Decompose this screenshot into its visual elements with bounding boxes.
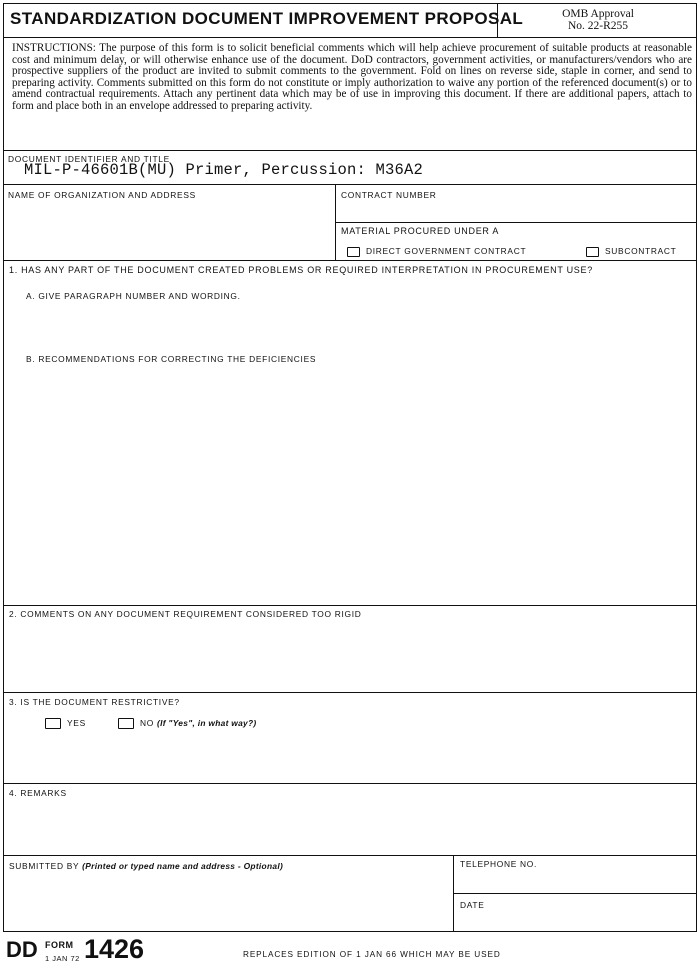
contract-label: CONTRACT NUMBER (341, 190, 437, 200)
omb-approval (500, 8, 696, 32)
rule-instructions (3, 150, 697, 151)
rule-docid (3, 184, 697, 185)
telephone-label: TELEPHONE NO. (460, 859, 538, 869)
doc-id-field[interactable]: MIL-P-46601B(MU) Primer, Percussion: M36A2 (24, 161, 424, 179)
rule-q2 (3, 605, 697, 606)
submitted-by-label (9, 861, 283, 871)
submitted-by-text: SUBMITTED BY (9, 861, 80, 871)
org-field[interactable] (8, 202, 330, 256)
q3-label: 3. IS THE DOCUMENT RESTRICTIVE? (9, 697, 180, 707)
date-field[interactable] (460, 912, 693, 929)
rule-phone-date (453, 893, 697, 894)
direct-contract-checkbox[interactable] (347, 247, 360, 257)
q3-yes-checkbox[interactable] (45, 718, 61, 729)
q2-field[interactable] (9, 622, 693, 688)
subcontract-checkbox[interactable] (586, 247, 599, 257)
q3-yes-label: YES (67, 718, 86, 728)
subcontract-label: SUBCONTRACT (605, 246, 677, 256)
form-title: STANDARDIZATION DOCUMENT IMPROVEMENT PROPOSAL (10, 9, 524, 28)
q4-label: 4. REMARKS (9, 788, 67, 798)
q2-label: 2. COMMENTS ON ANY DOCUMENT REQUIREMENT CONSIDERED TOO RIGID (9, 609, 362, 619)
rule-q3 (3, 692, 697, 693)
omb-line-1: OMB Approval (562, 8, 634, 20)
q1b-field[interactable] (26, 367, 691, 599)
footer-form-word: FORM (45, 940, 74, 950)
footer-dd: DD (6, 937, 38, 962)
submitted-by-field[interactable] (9, 874, 449, 928)
direct-contract-label: DIRECT GOVERNMENT CONTRACT (366, 246, 527, 256)
footer-form-date: 1 JAN 72 (45, 954, 80, 963)
rule-header (3, 37, 697, 38)
omb-line-2: No. 22-R255 (567, 20, 629, 32)
q3-no-checkbox[interactable] (118, 718, 134, 729)
q3-field[interactable] (9, 736, 693, 780)
footer-replaces-note: REPLACES EDITION OF 1 JAN 66 WHICH MAY BE USED (243, 950, 501, 959)
rule-q4 (3, 783, 697, 784)
org-label: NAME OF ORGANIZATION AND ADDRESS (8, 190, 196, 200)
doc-id-label: DOCUMENT IDENTIFIER AND TITLE (8, 154, 170, 164)
rule-q1 (3, 260, 697, 261)
submitted-by-note: (Printed or typed name and address - Optional) (82, 861, 284, 871)
q1b-label: B. RECOMMENDATIONS FOR CORRECTING THE DEFICIENCIES (26, 354, 317, 364)
footer-form-number: 1426 (84, 934, 145, 964)
q1a-field[interactable] (26, 304, 691, 352)
telephone-field[interactable] (460, 872, 693, 890)
date-label: DATE (460, 900, 485, 910)
procured-label: MATERIAL PROCURED UNDER A (341, 226, 500, 236)
q3-no-label: NO (140, 718, 154, 728)
contract-field[interactable] (341, 202, 693, 220)
rule-submit (3, 855, 697, 856)
rule-contract (335, 222, 697, 223)
q3-note: (If "Yes", in what way?) (157, 718, 257, 728)
instructions-text: INSTRUCTIONS: The purpose of this form is to solicit beneficial comments which will help achieve procurement of suitable products at reasonable cost and minimum delay, or will otherwise enhance use of the document. DoD contractors, government activities, or manufacturers/vendors who are prospective suppliers of the product are invited to submit comments to the government. Fold on lines on reverse side, staple in corner, and send to preparing activity. Comments submitted on this form do not constitute or imply authorization to waive any portion of the referenced document(s) or to amend contractual requirements. Attach any pertinent data which may be of use in improving this document. If there are additional papers, attach to form and place both in an envelope addressed to preparing activity. (12, 42, 692, 112)
q3-yes-option[interactable] (45, 718, 86, 729)
q1a-label: A. GIVE PARAGRAPH NUMBER AND WORDING. (26, 291, 241, 301)
subcontract-option[interactable] (586, 246, 676, 257)
q3-no-option[interactable] (118, 718, 257, 729)
direct-contract-option[interactable] (347, 246, 526, 257)
remarks-field[interactable] (9, 801, 693, 851)
q1-label: 1. HAS ANY PART OF THE DOCUMENT CREATED PROBLEMS OR REQUIRED INTERPRETATION IN PROCUREMENT USE? (9, 265, 593, 275)
